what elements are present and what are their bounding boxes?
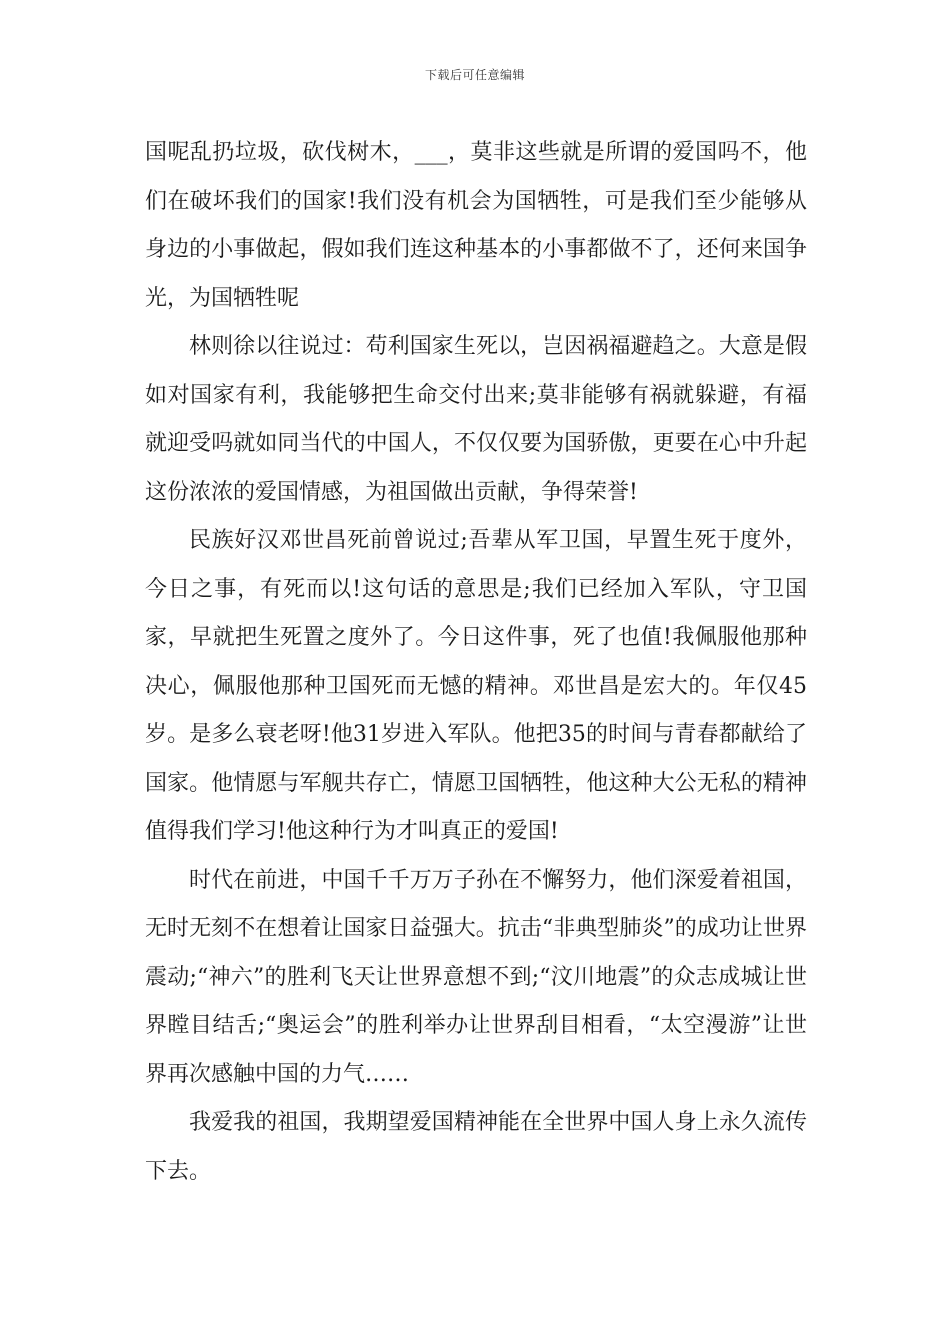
paragraph-3: 民族好汉邓世昌死前曾说过;吾辈从军卫国，早置生死于度外，今日之事，有死而以!这句话的意思是;我们已经加入军队，守卫国家，早就把生死置之度外了。今日这件事，死了也值!我佩服他那种决心，佩服他那种卫国死而无憾的精神。邓世昌是宏大的。年仅45岁。是多么衰老呀!他31岁进入军队。他把35的时间与青春都献给了国家。他情愿与军舰共存亡，情愿卫国牺牲，他这种大公无私的精神值得我们学习!他这种行为才叫真正的爱国! [145,528,807,844]
paragraph-1: 国呢乱扔垃圾，砍伐树木，___，莫非这些就是所谓的爱国吗不，他们在破坏我们的国家!我们没有机会为国牺牲，可是我们至少能够从身边的小事做起，假如我们连这种基本的小事都做不了，还何来国争光，为国牺牲呢 [145,140,807,311]
paragraph-4: 时代在前进，中国千千万万子孙在不懈努力，他们深爱着祖国，无时无刻不在想着让国家日益强大。抗击“非典型肺炎”的成功让世界震动;“神六”的胜利飞天让世界意想不到;“汶川地震”的众志成城让世界瞠目结舌;“奥运会”的胜利举办让世界刮目相看，“太空漫游”让世界再次感触中国的力气…… [145,867,807,1087]
page-header: 下载后可任意编辑 [424,68,525,82]
paragraph-5: 我爱我的祖国，我期望爱国精神能在全世界中国人身上永久流传下去。 [145,1110,807,1184]
paragraph-2: 林则徐以往说过：苟利国家生死以，岂因祸福避趋之。大意是假如对国家有利，我能够把生命交付出来;莫非能够有祸就躲避，有福就迎受吗就如同当代的中国人，不仅仅要为国骄傲，更要在心中升起这份浓浓的爱国情感，为祖国做出贡献，争得荣誉! [145,334,807,505]
document-body [145,129,807,1196]
